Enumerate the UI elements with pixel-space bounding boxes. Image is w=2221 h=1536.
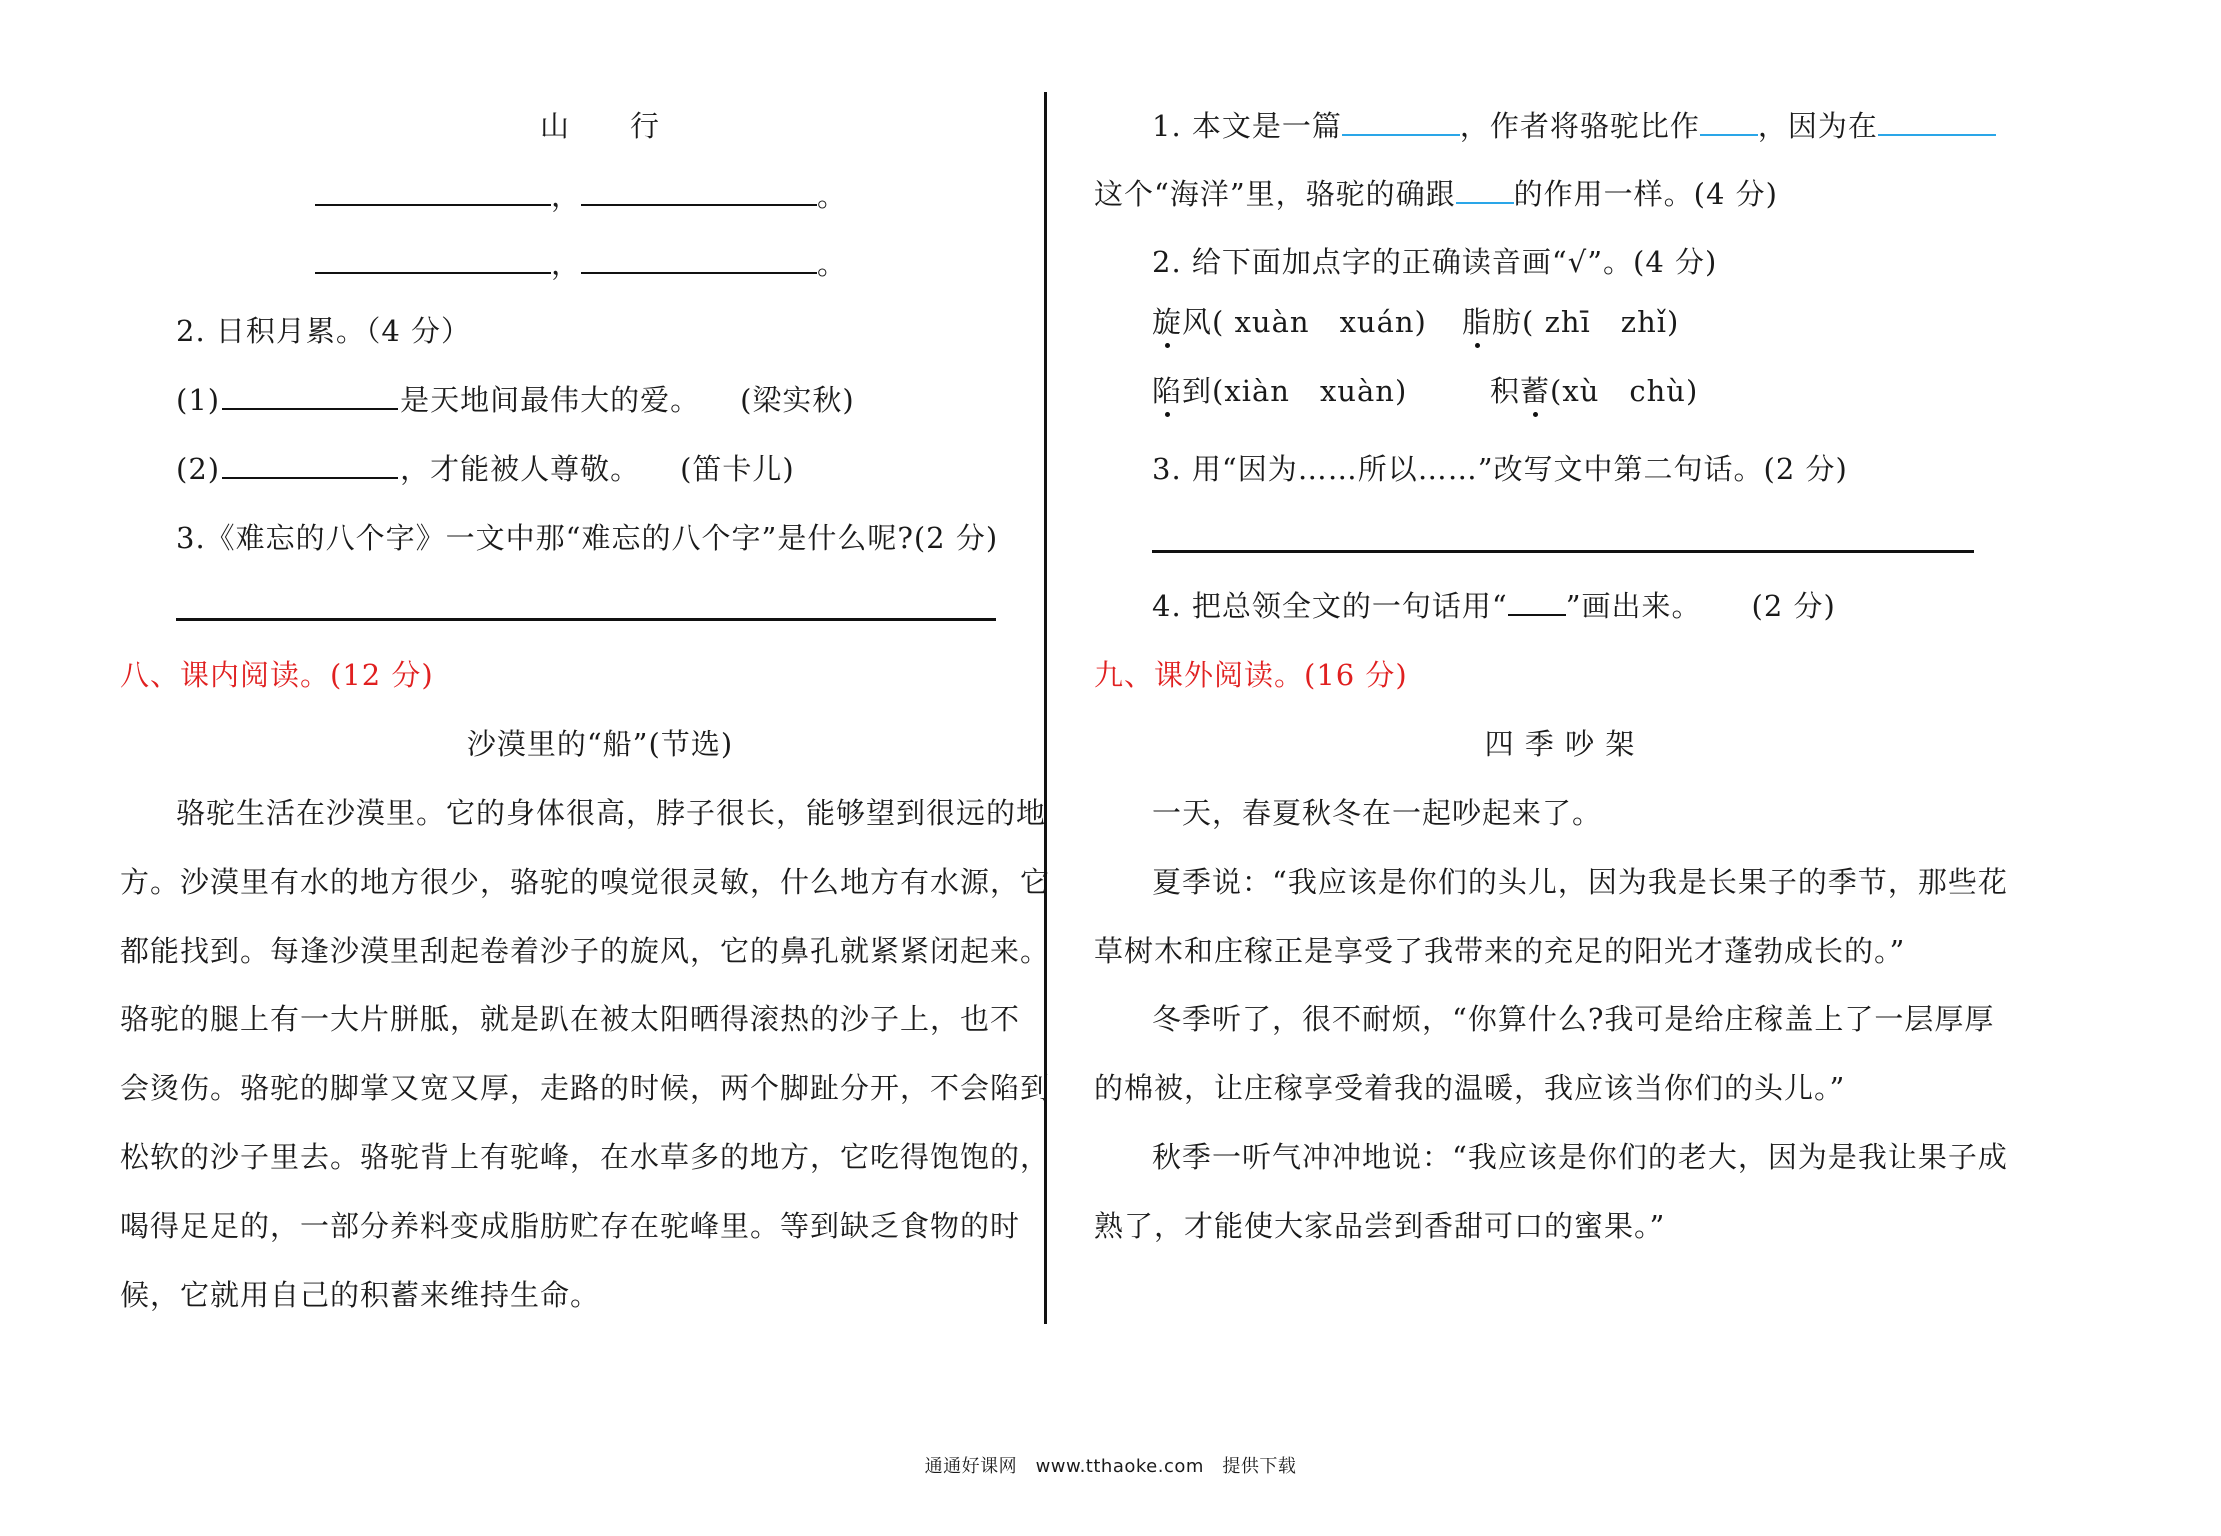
column-divider <box>1044 92 1047 1324</box>
passage-line: 松软的沙子里去。骆驼背上有驼峰，在水草多的地方，它吃得饱饱的， <box>120 1140 1051 1174</box>
left-q3: 3.《难忘的八个字》一文中那“难忘的八个字”是什么呢?(2 分) <box>176 521 999 555</box>
q1-blank-metaphor[interactable] <box>1700 108 1758 136</box>
pinyin-item-3: 陷到(xiàn xuàn) <box>1152 374 1408 408</box>
right-q1-line-2: 这个“海洋”里，骆驼的确跟 的作用一样。(4 分) <box>1094 177 1778 211</box>
left-q2-item-1: (1) 是天地间最伟大的爱。 (梁实秋) <box>176 383 855 417</box>
poem-blank-1[interactable] <box>315 178 551 206</box>
poem-blank-4[interactable] <box>581 246 817 274</box>
passage-line: 都能找到。每逢沙漠里刮起卷着沙子的旋风，它的鼻孔就紧紧闭起来。 <box>120 934 1051 968</box>
right-q1-line-1: 1. 本文是一篇 ，作者将骆驼比作 ，因为在 <box>1152 108 1996 144</box>
right-q2-title: 2. 给下面加点字的正确读音画“√”。(4 分) <box>1152 245 1718 279</box>
passage-line: 候，它就用自己的积蓄来维持生命。 <box>120 1278 601 1312</box>
right-q3-answer-line[interactable] <box>1152 550 1974 553</box>
left-q2-item-2: (2) ，才能被人尊敬。 (笛卡儿) <box>176 452 795 486</box>
pinyin-item-1: 旋风( xuàn xuán) <box>1152 305 1427 339</box>
pinyin-item-4: 积蓄(xù chù) <box>1490 374 1699 408</box>
right-q3: 3. 用“因为……所以……”改写文中第二句话。(2 分) <box>1152 452 1848 486</box>
story-line: 熟了，才能使大家品尝到香甜可口的蜜果。” <box>1094 1209 1666 1243</box>
poem-blank-2[interactable] <box>581 178 817 206</box>
q4-underline-sample <box>1508 588 1566 616</box>
pinyin-options[interactable]: (xiàn xuàn) <box>1212 374 1408 408</box>
left-q2-title: 2. 日积月累。（4 分） <box>176 314 472 348</box>
section-9-title: 九、课外阅读。(16 分) <box>1094 658 1408 692</box>
poem-line-2: ， 。 <box>315 246 847 282</box>
q2-1-blank[interactable] <box>222 382 398 410</box>
story-title: 四 季 吵 架 <box>1484 727 1636 761</box>
passage-line: 骆驼的腿上有一大片胼胝，就是趴在被太阳晒得滚热的沙子上，也不 <box>120 1002 1021 1036</box>
pinyin-options[interactable]: (xù chù) <box>1550 374 1699 408</box>
story-line: 秋季一听气冲冲地说：“我应该是你们的老大，因为是我让果子成 <box>1152 1140 2008 1174</box>
story-line: 夏季说：“我应该是你们的头儿，因为我是长果子的季节，那些花 <box>1152 865 2008 899</box>
passage-line: 会烫伤。骆驼的脚掌又宽又厚，走路的时候，两个脚趾分开，不会陷到 <box>120 1071 1051 1105</box>
story-line: 一天，春夏秋冬在一起吵起来了。 <box>1152 796 1603 830</box>
poem-title: 山 行 <box>539 109 660 143</box>
passage-title: 沙漠里的“船”(节选) <box>466 727 734 761</box>
q1-blank-compare[interactable] <box>1456 176 1514 204</box>
pinyin-options[interactable]: ( xuàn xuán) <box>1212 305 1427 339</box>
story-line: 冬季听了，很不耐烦，“你算什么?我可是给庄稼盖上了一层厚厚 <box>1152 1002 1995 1036</box>
q1-blank-place[interactable] <box>1878 108 1996 136</box>
section-8-title: 八、课内阅读。(12 分) <box>120 658 434 692</box>
q2-2-blank[interactable] <box>222 451 398 479</box>
right-q4: 4. 把总领全文的一句话用“ ”画出来。 (2 分) <box>1152 589 1836 623</box>
poem-blank-3[interactable] <box>315 246 551 274</box>
q1-blank-genre[interactable] <box>1342 108 1460 136</box>
passage-line: 方。沙漠里有水的地方很少，骆驼的嗅觉很灵敏，什么地方有水源，它 <box>120 865 1051 899</box>
pinyin-item-2: 脂肪( zhī zhǐ) <box>1462 305 1680 339</box>
left-q3-answer-line[interactable] <box>176 618 996 621</box>
footer-credit: 通通好课网 www.tthaoke.com 提供下载 <box>924 1456 1297 1477</box>
pinyin-options[interactable]: ( zhī zhǐ) <box>1522 305 1680 339</box>
passage-line: 喝得足足的，一部分养料变成脂肪贮存在驼峰里。等到缺乏食物的时 <box>120 1209 1021 1243</box>
story-line: 草树木和庄稼正是享受了我带来的充足的阳光才蓬勃成长的。” <box>1094 934 1906 968</box>
passage-line: 骆驼生活在沙漠里。它的身体很高，脖子很长，能够望到很远的地 <box>176 796 1047 830</box>
poem-line-1: ， 。 <box>315 178 847 214</box>
story-line: 的棉被，让庄稼享受着我的温暖，我应该当你们的头儿。” <box>1094 1071 1846 1105</box>
